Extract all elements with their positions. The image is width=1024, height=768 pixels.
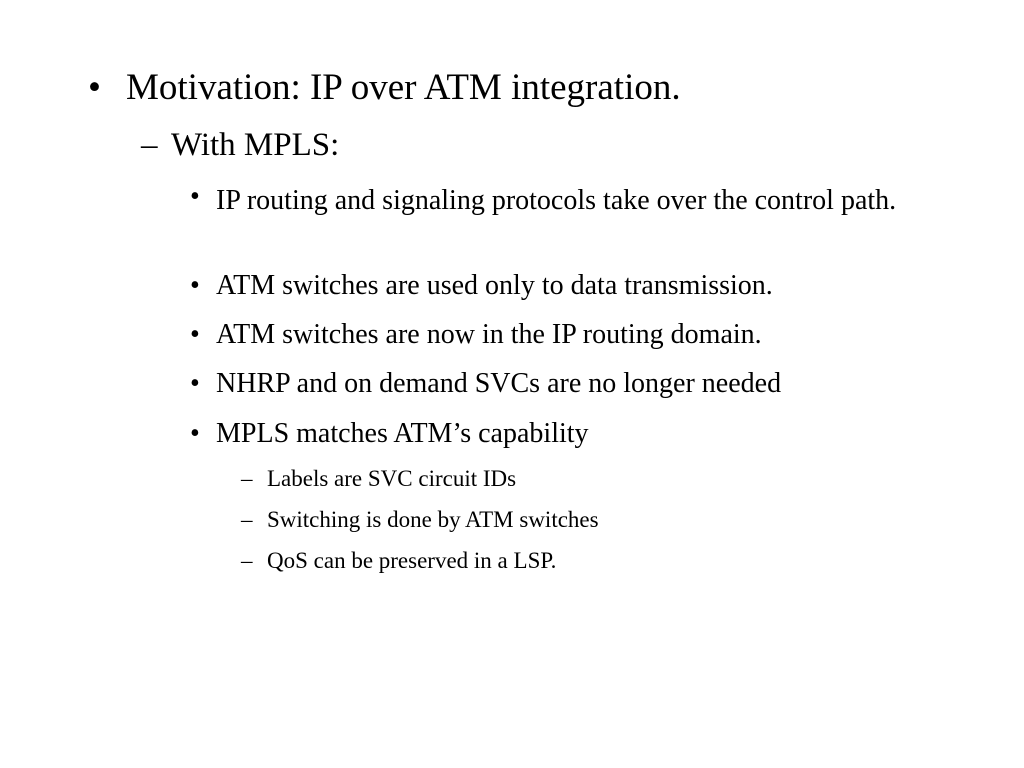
bullet-marker: • (88, 67, 101, 108)
dash-marker: – (241, 466, 253, 491)
bullet-text: ATM switches are used only to data transmission. (216, 270, 773, 301)
bullet-marker: • (190, 418, 200, 449)
subitem-text: QoS can be preserved in a LSP. (267, 548, 557, 573)
bullet-marker: • (190, 319, 200, 350)
subitem-text: Switching is done by ATM switches (267, 507, 599, 532)
subitem-text: Labels are SVC circuit IDs (267, 466, 517, 491)
bullet-marker: • (190, 181, 200, 212)
bullet-text: MPLS matches ATM’s capability (216, 418, 589, 449)
dash-marker: – (241, 548, 253, 573)
bullet-text: NHRP and on demand SVCs are no longer needed (216, 368, 782, 399)
dash-marker: – (141, 127, 158, 163)
bullet-marker: • (190, 270, 200, 301)
bullet-text: Motivation: IP over ATM integration. (126, 67, 681, 108)
bullet-text: ATM switches are now in the IP routing domain. (216, 319, 762, 350)
bullet-text: IP routing and signaling protocols take over the control path. (216, 185, 897, 216)
bullet-marker: • (190, 368, 200, 399)
dash-marker: – (241, 507, 253, 532)
subpoint-text: With MPLS: (171, 127, 340, 163)
